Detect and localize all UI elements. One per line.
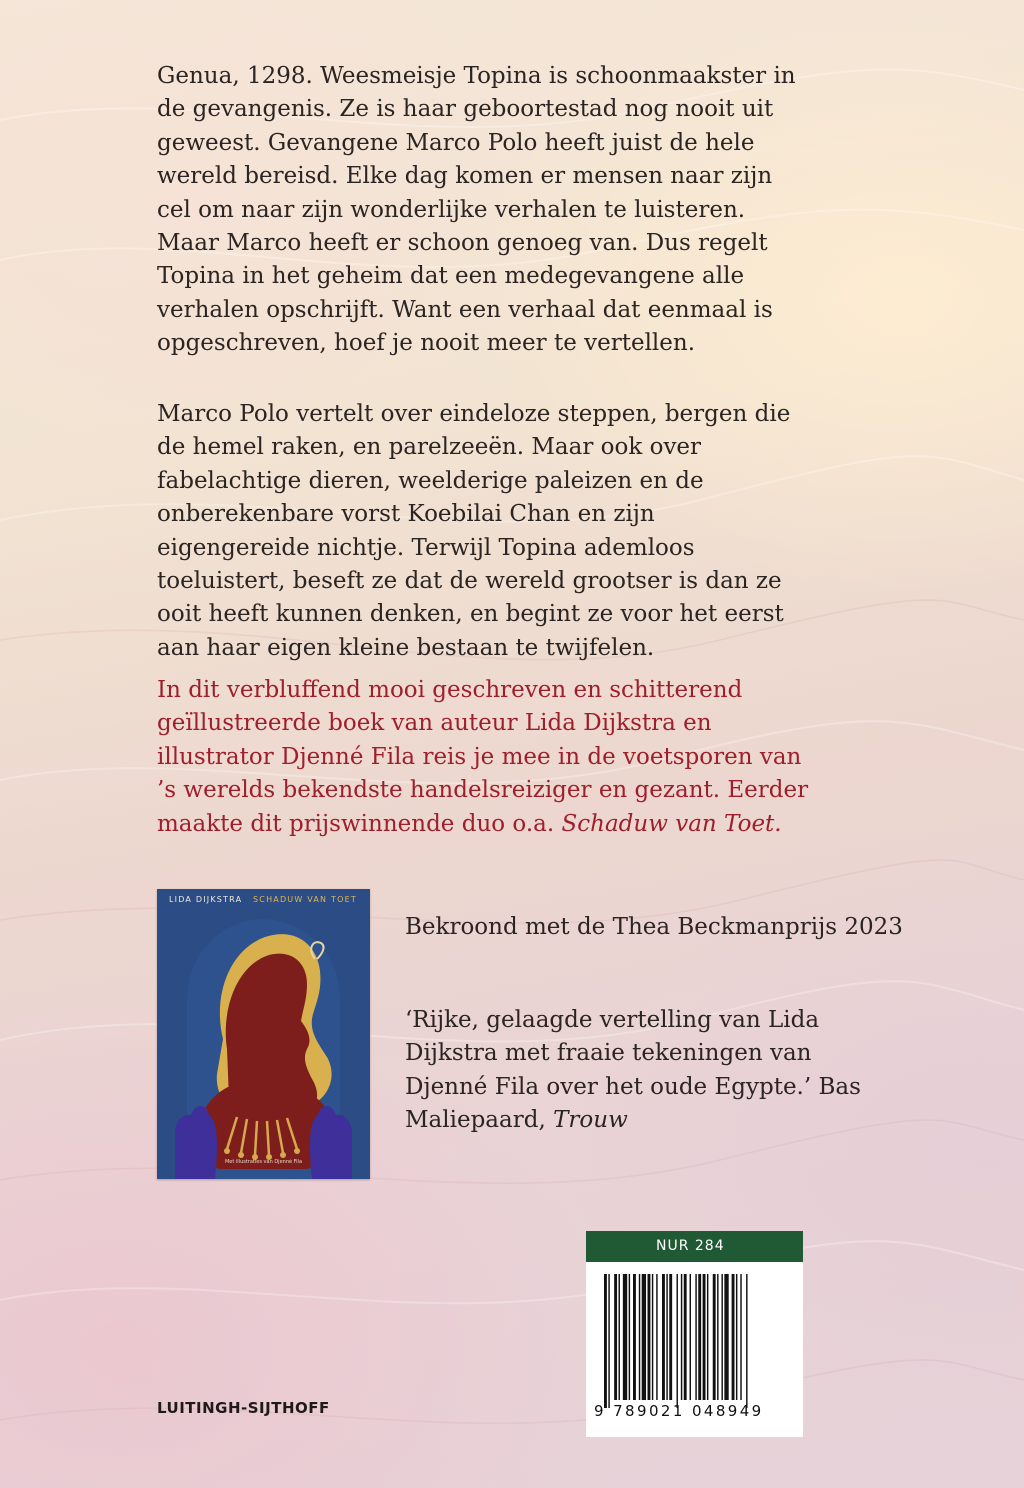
barcode-bar [684,1274,687,1400]
barcode-bar [707,1274,708,1400]
barcode-bar [629,1274,630,1400]
barcode-bar [669,1274,672,1400]
blurb-paragraph-3 [157,674,817,841]
barcode-bar [666,1274,667,1400]
barcode-bar [690,1274,691,1400]
blurb-paragraph-2: Marco Polo vertelt over eindeloze steppen, bergen die de hemel raken, en parelzeeën. Maar ook over fabelachtige dieren, weelderige paleizen en de onberekenbare vorst Koebilai Chan en zijn eigengereide nichtje. Terwijl Topina ademloos toeluistert, beseft ze dat de wereld grootser is dan ze ooit heeft kunnen denken, en begint ze voor het eerst aan haar eigen kleine bestaan te twijfelen. [157,401,791,661]
barcode-bar [746,1274,747,1408]
award-line: Bekroond met de Thea Beckmanprijs 2023 [405,914,903,940]
barcode-bar [633,1274,636,1400]
barcode-bar [713,1274,716,1400]
publisher-logo: LUITINGH-SIJTHOFF [157,1399,330,1417]
barcode-bar [740,1274,741,1400]
blurb-paragraph-1: Genua, 1298. Weesmeisje Topina is schoonmaakster in de gevangenis. Ze is haar geboortestad nog nooit uit geweest. Gevangene Marco Polo heeft juist de hele wereld bereisd. Elke dag komen er mensen naar zijn cel om naar zijn wonderlijke verhalen te luisteren. Maar Marco heeft er schoon genoeg van. Dus regelt Topina in het geheim dat een medegevangene alle verhalen opschrijft. Want een verhaal dat eenmaal is opgeschreven, hoef je nooit meer te vertellen. [157,63,796,357]
cover-title: SCHADUW VAN TOET [253,895,357,904]
previous-book-cover [157,889,370,1179]
barcode-bar [614,1274,617,1400]
barcode-bar [656,1274,657,1400]
barcode-bar [698,1274,701,1400]
barcode-bar [662,1274,665,1400]
previous-book-title: Schaduw van Toet. [561,810,782,837]
quote-source: Trouw [553,1107,628,1134]
barcode-bar [623,1274,627,1400]
barcode-bar [619,1274,620,1400]
barcode-bar [717,1274,718,1400]
barcode-bar [681,1274,682,1400]
cover-credit: Met illustraties van Djenné Fila [224,1159,303,1165]
isbn-number: 9 789021 048949 [594,1402,764,1420]
barcode [586,1262,803,1437]
barcode-bar [639,1274,640,1400]
barcode-bar [604,1274,607,1408]
review-quote [405,1004,875,1138]
barcode-bar [721,1274,722,1400]
barcode-bar [677,1274,678,1408]
barcode-bar [608,1274,609,1408]
barcode-bar [652,1274,653,1400]
blurb-paragraph-3-text: In dit verbluffend mooi geschreven en schitterend geïllustreerde boek van auteur Lida Dijkstra en illustrator Djenné Fila reis je mee in de voetsporen van ’s werelds bekendste handelsreiziger en gezant. Eerder maakte dit prijswinnende duo o.a. [157,677,809,837]
barcode-bar [695,1274,696,1400]
barcode-bar [724,1274,728,1400]
cover-illustration [157,889,370,1179]
barcode-bar [703,1274,706,1400]
quote-text: ‘Rijke, gelaagde vertelling van Lida Dijkstra met fraaie tekeningen van Djenné Fila over het oude Egypte.’ Bas Maliepaard, [405,1007,861,1134]
cover-author: LIDA DIJKSTRA [169,895,243,904]
barcode-bar [642,1274,646,1400]
nur-code: NUR 284 [586,1231,803,1262]
barcode-bar [648,1274,651,1400]
barcode-bar [736,1274,737,1400]
barcode-bar [732,1274,735,1400]
